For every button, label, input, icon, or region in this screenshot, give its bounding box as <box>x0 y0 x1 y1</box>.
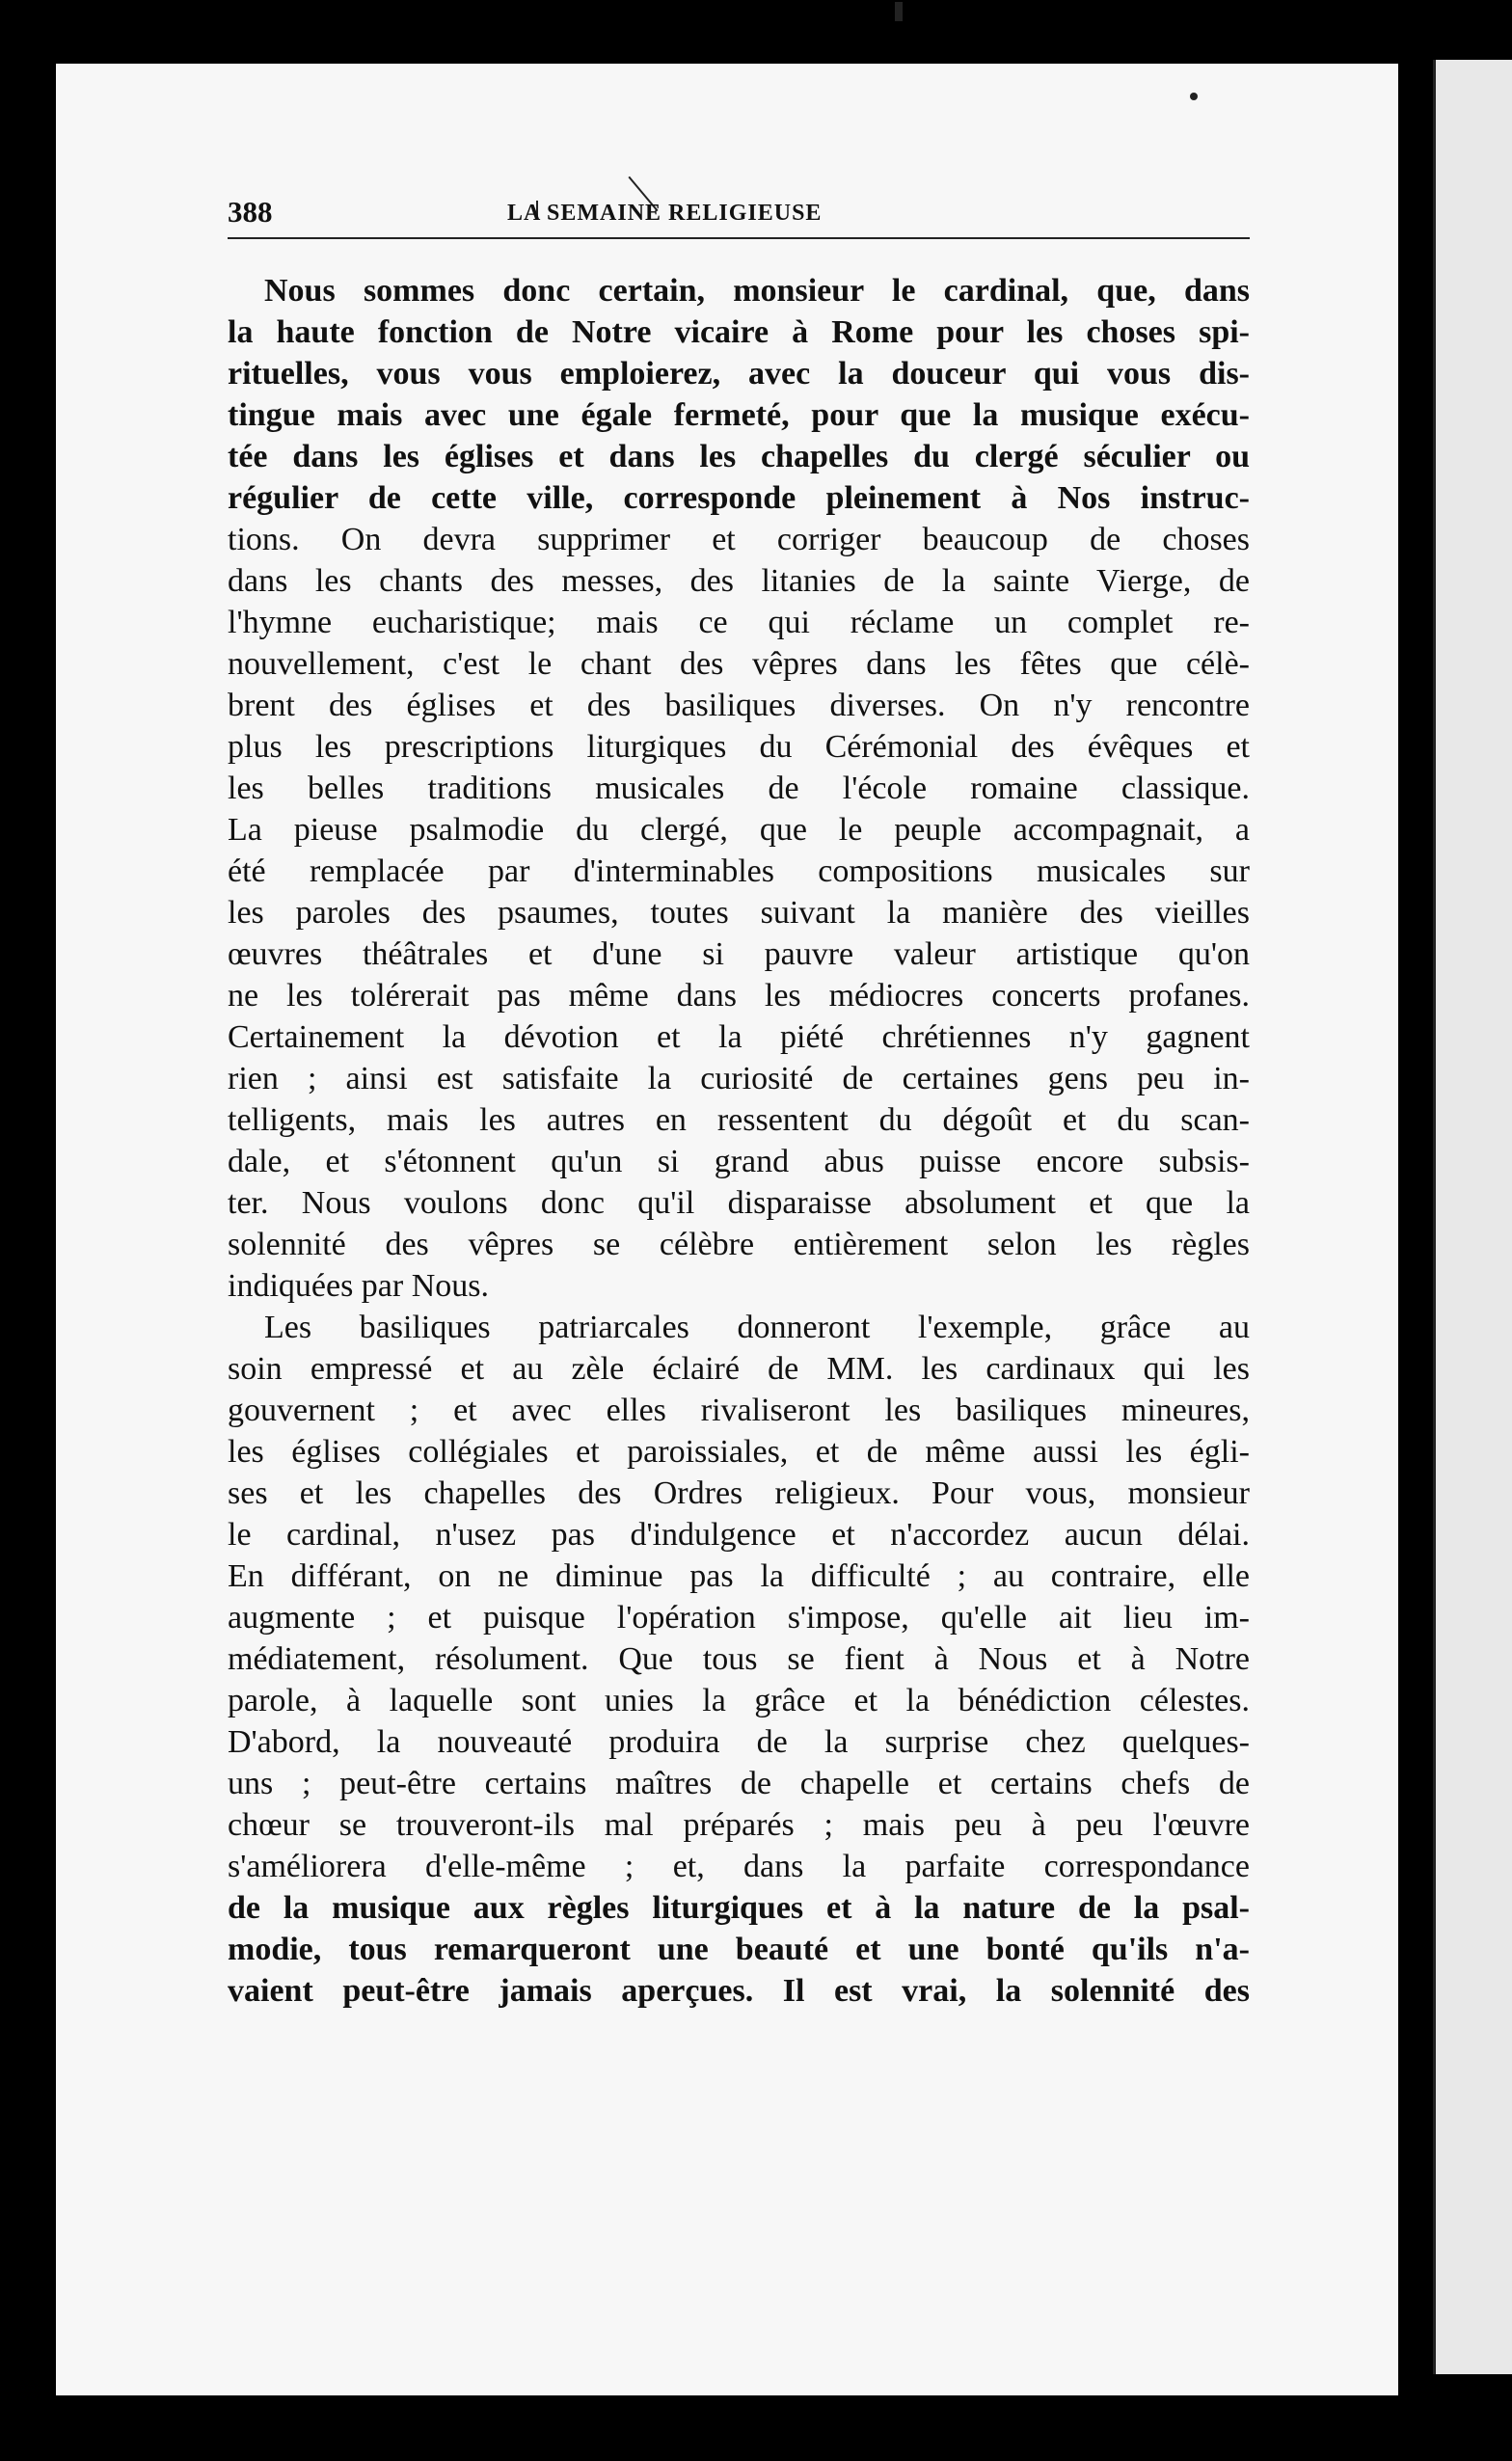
adjacent-page-edge <box>1433 60 1512 2374</box>
text-line: Les basiliques patriarcales donneront l'exemple, grâce au <box>264 1310 1250 1345</box>
text-line: chœur se trouveront-ils mal préparés ; mais peu à peu l'œuvre <box>228 1807 1250 1843</box>
page-body <box>228 270 1250 2012</box>
text-line: Certainement la dévotion et la piété chrétiennes n'y gagnent <box>228 1019 1250 1055</box>
text-line: été remplacée par d'interminables compositions musicales sur <box>228 853 1250 889</box>
text-line: tée dans les églises et dans les chapelles du clergé séculier ou <box>228 439 1250 474</box>
text-line: tions. On devra supprimer et corriger beaucoup de choses <box>228 522 1250 557</box>
text-line: œuvres théâtrales et d'une si pauvre valeur artistique qu'on <box>228 936 1250 972</box>
text-line: la haute fonction de Notre vicaire à Rome pour les choses spi- <box>228 314 1250 350</box>
text-line: nouvellement, c'est le chant des vêpres dans les fêtes que célè- <box>228 646 1250 682</box>
text-line: brent des églises et des basiliques diverses. On n'y rencontre <box>228 688 1250 723</box>
text-line: rien ; ainsi est satisfaite la curiosité de certaines gens peu in- <box>228 1061 1250 1096</box>
text-line: soin empressé et au zèle éclairé de MM. les cardinaux qui les <box>228 1351 1250 1387</box>
text-line: vaient peut-être jamais aperçues. Il est vrai, la solennité des <box>228 1973 1250 2009</box>
text-line: l'hymne eucharistique; mais ce qui réclame un complet re- <box>228 605 1250 640</box>
text-line: En différant, on ne diminue pas la difficulté ; au contraire, elle <box>228 1558 1250 1594</box>
text-line: ne les tolérerait pas même dans les médiocres concerts profanes. <box>228 978 1250 1014</box>
page-header <box>228 195 1250 239</box>
text-line: régulier de cette ville, corresponde pleinement à Nos instruc- <box>228 480 1250 516</box>
text-line: augmente ; et puisque l'opération s'impose, qu'elle ait lieu im- <box>228 1600 1250 1636</box>
paragraph <box>228 270 1250 1307</box>
text-line: D'abord, la nouveauté produira de la surprise chez quelques- <box>228 1724 1250 1760</box>
text-line: uns ; peut-être certains maîtres de chapelle et certains chefs de <box>228 1766 1250 1801</box>
text-line: les belles traditions musicales de l'école romaine classique. <box>228 771 1250 806</box>
text-line: de la musique aux règles liturgiques et à la nature de la psal- <box>228 1890 1250 1926</box>
paragraph <box>228 1307 1250 2012</box>
text-line: médiatement, résolument. Que tous se fient à Nous et à Notre <box>228 1641 1250 1677</box>
text-line: s'améliorera d'elle-même ; et, dans la parfaite correspondance <box>228 1849 1250 1884</box>
text-line: telligents, mais les autres en ressentent du dégoût et du scan- <box>228 1102 1250 1138</box>
text-line: les églises collégiales et paroissiales, et de même aussi les égli- <box>228 1434 1250 1470</box>
text-line: gouvernent ; et avec elles rivaliseront les basiliques mineures, <box>228 1393 1250 1428</box>
page-number: 388 <box>228 195 273 229</box>
text-line: dale, et s'étonnent qu'un si grand abus puisse encore subsis- <box>228 1144 1250 1179</box>
text-line: solennité des vêpres se célèbre entièrement selon les règles <box>228 1227 1250 1262</box>
text-line: modie, tous remarqueront une beauté et une bonté qu'ils n'a- <box>228 1932 1250 1967</box>
text-line: plus les prescriptions liturgiques du Cérémonial des évêques et <box>228 729 1250 765</box>
text-line: ter. Nous voulons donc qu'il disparaisse absolument et que la <box>228 1185 1250 1221</box>
text-line: La pieuse psalmodie du clergé, que le peuple accompagnait, a <box>228 812 1250 848</box>
text-line: ses et les chapelles des Ordres religieux. Pour vous, monsieur <box>228 1475 1250 1511</box>
text-line: le cardinal, n'usez pas d'indulgence et n'accordez aucun délai. <box>228 1517 1250 1553</box>
scan-speck <box>895 2 903 21</box>
text-line: Nous sommes donc certain, monsieur le cardinal, que, dans <box>264 273 1250 309</box>
text-line: les paroles des psaumes, toutes suivant la manière des vieilles <box>228 895 1250 931</box>
text-line: indiquées par Nous. <box>228 1268 490 1304</box>
scan-speck <box>1190 93 1198 100</box>
text-line: tingue mais avec une égale fermeté, pour que la musique exécu- <box>228 397 1250 433</box>
running-title: LA SEMAINE RELIGIEUSE <box>507 201 823 226</box>
text-line: dans les chants des messes, des litanies de la sainte Vierge, de <box>228 563 1250 599</box>
text-line: rituelles, vous vous emploierez, avec la douceur qui vous dis- <box>228 356 1250 392</box>
text-line: parole, à laquelle sont unies la grâce et la bénédiction célestes. <box>228 1683 1250 1718</box>
